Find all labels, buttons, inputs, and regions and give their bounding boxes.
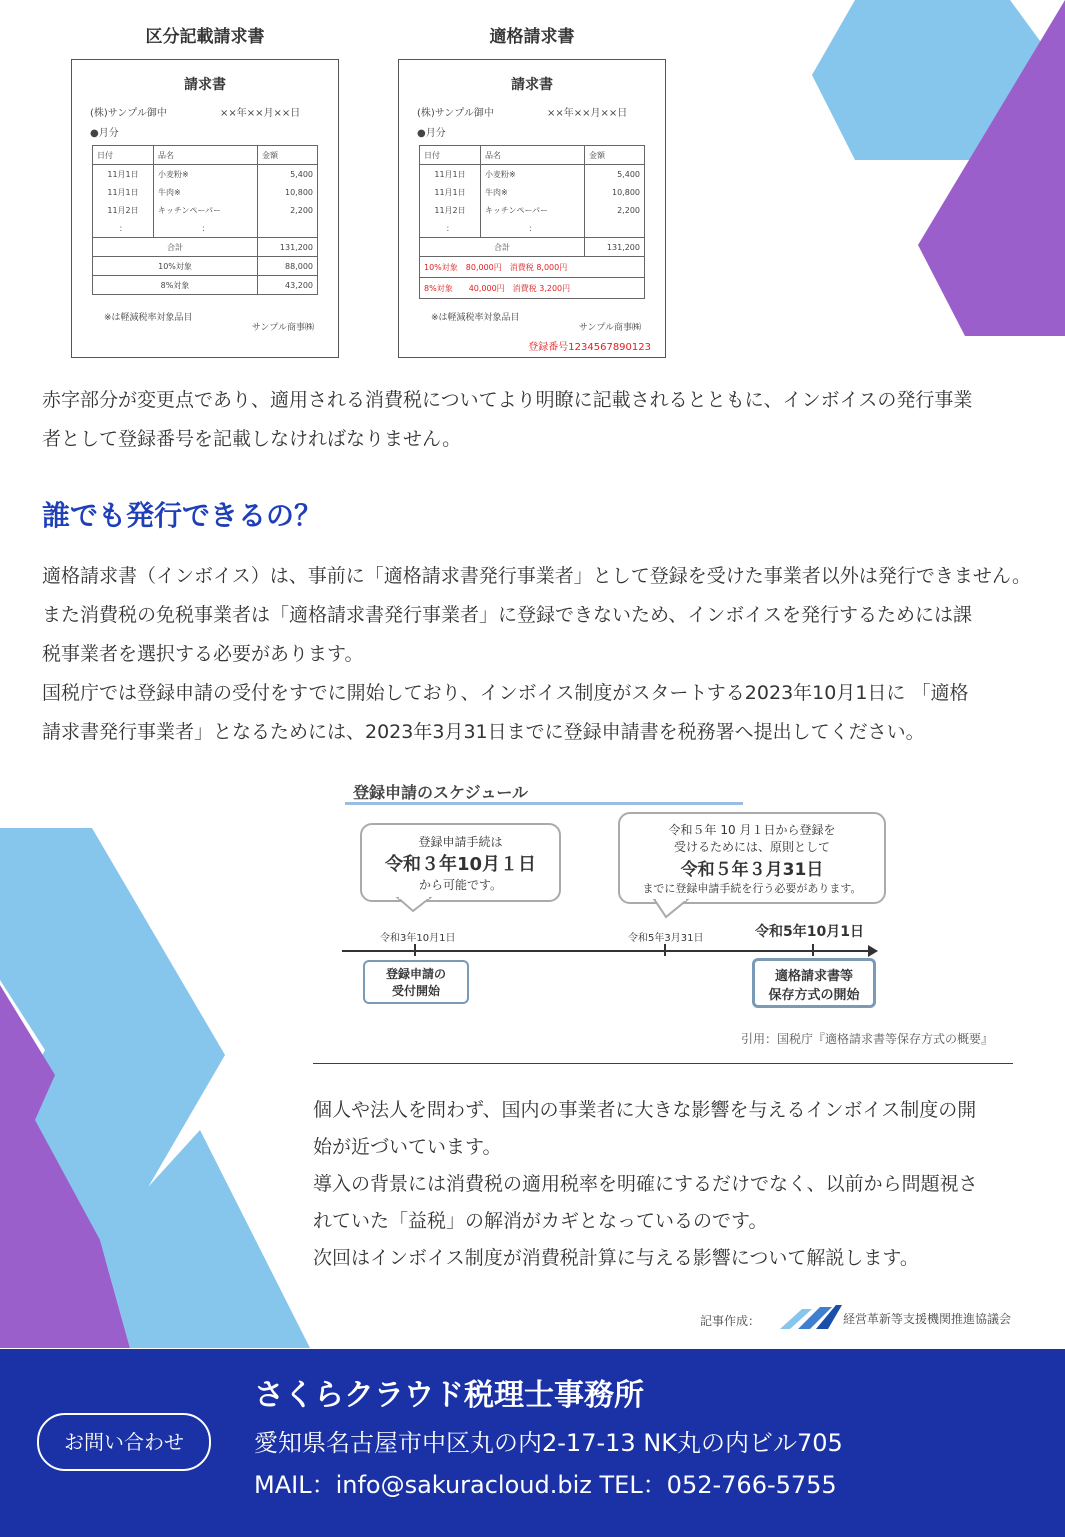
office-name: さくらクラウド税理士事務所	[254, 1378, 644, 1413]
col-header: 金額	[585, 146, 645, 165]
tax-label: 10%対象	[93, 257, 258, 276]
text-line: 請求書発行事業者」となるためには、2023年3月31日までに登録申請書を税務署へ提出してください。	[42, 721, 925, 743]
citation: 引用：国税庁『適格請求書等保存方式の概要』	[740, 1032, 993, 1046]
bubble-text: 登録申請手続は	[418, 835, 503, 849]
invoice-header: 請求書	[184, 77, 226, 93]
cell: 2,200	[585, 201, 645, 219]
cell: 5,400	[258, 165, 318, 184]
cell: 11月1日	[420, 183, 481, 201]
timeline-tick	[812, 944, 814, 956]
body-paragraph	[42, 557, 1052, 752]
invoice-company: サンプル商事㈱	[578, 323, 641, 333]
bubble-text: から可能です。	[418, 878, 503, 892]
schedule-box-1	[363, 960, 469, 1004]
invoice-note: ※は軽減税率対象品目	[104, 313, 193, 323]
bubble-date: 令和３年10月１日	[384, 854, 537, 875]
cell: 牛肉※	[154, 183, 258, 201]
cell: 10,800	[258, 183, 318, 201]
timeline-tick	[414, 944, 416, 956]
divider	[313, 1063, 1013, 1064]
total-label: 合計	[93, 238, 258, 257]
total-value: 131,200	[585, 238, 645, 257]
cell: 小麦粉※	[481, 165, 585, 184]
cell: 小麦粉※	[154, 165, 258, 184]
timeline-date-1: 令和3年10月1日	[380, 933, 456, 944]
invoice-date: ××年××月××日	[220, 108, 301, 119]
text-line: 税事業者を選択する必要があります。	[42, 643, 364, 665]
cell: 5,400	[585, 165, 645, 184]
cell: 11月2日	[93, 201, 154, 219]
invoice-company: サンプル商事㈱	[251, 323, 314, 333]
text-line: 国税庁では登録申請の受付をすでに開始しており、インボイス制度がスタートする2023年10月1日に 「適格	[42, 682, 969, 704]
schedule-bubble-2	[618, 812, 886, 904]
bubble-date: 令和５年３月31日	[680, 860, 824, 880]
invoice-sample-2	[398, 59, 666, 358]
tax-value: 43,200	[258, 276, 318, 295]
cell: キッチンペーパー	[481, 201, 585, 219]
cell: ：	[420, 219, 481, 238]
invoice-header: 請求書	[511, 77, 553, 93]
tax-value: 88,000	[258, 257, 318, 276]
col-header: 金額	[258, 146, 318, 165]
invoice-sample-1	[71, 59, 339, 358]
credit-label: 記事作成：	[700, 1314, 761, 1328]
box-text: 登録申請の	[385, 967, 446, 981]
box-text: 適格請求書等	[774, 969, 853, 984]
text-line: 導入の背景には消費税の適用税率を明確にするだけでなく、以前から問題視さ	[313, 1173, 978, 1195]
bubble-text: 令和５年 10 月１日から登録を	[668, 823, 836, 837]
invoice-recipient: (株)サンプル御中	[90, 108, 167, 119]
cell: 2,200	[258, 201, 318, 219]
tax-row-red: 10%対象 80,000円 消費税 8,000円	[420, 257, 645, 278]
invoice-caption-2: 適格請求書	[489, 27, 575, 47]
cell: 11月1日	[420, 165, 481, 184]
total-label: 合計	[420, 238, 585, 257]
timeline-date-3: 令和5年10月1日	[755, 924, 864, 940]
contact-button[interactable]: お問い合わせ	[37, 1413, 211, 1471]
invoice-month: ●月分	[90, 128, 119, 139]
cell	[258, 219, 318, 238]
cell: 11月1日	[93, 165, 154, 184]
col-header: 品名	[481, 146, 585, 165]
cell: 11月1日	[93, 183, 154, 201]
credit-organization: 経営革新等支援機関推進協議会	[843, 1312, 1012, 1326]
office-contact: MAIL：info@sakuracloud.biz TEL：052-766-5755	[254, 1471, 837, 1499]
col-header: 日付	[93, 146, 154, 165]
cell: 11月2日	[420, 201, 481, 219]
schedule-title-underline	[345, 802, 743, 805]
cell: ：	[154, 219, 258, 238]
invoice-table	[92, 145, 318, 295]
total-value: 131,200	[258, 238, 318, 257]
schedule-bubble-1	[360, 823, 561, 902]
cell: 10,800	[585, 183, 645, 201]
text-line: また消費税の免税事業者は「適格請求書発行事業者」に登録できないため、インボイスを発行するためには課	[42, 604, 973, 626]
cell: ：	[93, 219, 154, 238]
cell: ：	[481, 219, 585, 238]
bubble-2-pointer	[652, 899, 692, 919]
office-address: 愛知県名古屋市中区丸の内2-17-13 NK丸の内ビル705	[254, 1429, 843, 1457]
text-line: 適格請求書（インボイス）は、事前に「適格請求書発行事業者」として登録を受けた事業者以外は発行できません。	[42, 565, 1031, 587]
invoice-note: ※は軽減税率対象品目	[431, 313, 520, 323]
invoice-month: ●月分	[417, 128, 446, 139]
col-header: 日付	[420, 146, 481, 165]
invoice-recipient: (株)サンプル御中	[417, 108, 494, 119]
text-line: 赤字部分が変更点であり、適用される消費税についてより明瞭に記載されるとともに、インボイスの発行事業	[42, 389, 973, 411]
schedule-box-2	[752, 958, 876, 1008]
closing-paragraph	[313, 1092, 1033, 1277]
col-header: 品名	[154, 146, 258, 165]
box-text: 保存方式の開始	[768, 988, 860, 1003]
text-line: 個人や法人を問わず、国内の事業者に大きな影響を与えるインボイス制度の開	[313, 1099, 977, 1121]
text-line: 始が近づいています。	[313, 1136, 502, 1158]
organization-logo-icon	[776, 1303, 842, 1331]
bubble-text: 受けるためには、原則として	[673, 840, 830, 854]
timeline-tick	[664, 944, 666, 956]
section-heading: 誰でも発行できるの？	[42, 499, 323, 532]
schedule-title: 登録申請のスケジュール	[353, 783, 529, 802]
timeline-axis	[342, 950, 870, 952]
registration-number: 登録番号1234567890123	[528, 342, 651, 353]
cell: 牛肉※	[481, 183, 585, 201]
bubble-text: までに登録申請手続を行う必要があります。	[642, 882, 862, 895]
timeline-arrow-icon	[868, 945, 878, 957]
text-line: れていた「益税」の解消がカギとなっているのです。	[313, 1210, 768, 1232]
cell	[585, 219, 645, 238]
tax-row-red: 8%対象 40,000円 消費税 3,200円	[420, 278, 645, 299]
text-line: 次回はインボイス制度が消費税計算に与える影響について解説します。	[313, 1247, 919, 1269]
text-line: 者として登録番号を記載しなければなりません。	[42, 428, 462, 450]
invoice-table	[419, 145, 645, 299]
intro-paragraph	[42, 381, 1042, 459]
timeline-date-2: 令和5年3月31日	[628, 933, 704, 944]
cell: キッチンペーパー	[154, 201, 258, 219]
invoice-caption-1: 区分記載請求書	[145, 27, 265, 47]
box-text: 受付開始	[391, 984, 440, 998]
invoice-date: ××年××月××日	[547, 108, 628, 119]
tax-label: 8%対象	[93, 276, 258, 295]
bubble-1-pointer	[395, 897, 435, 913]
